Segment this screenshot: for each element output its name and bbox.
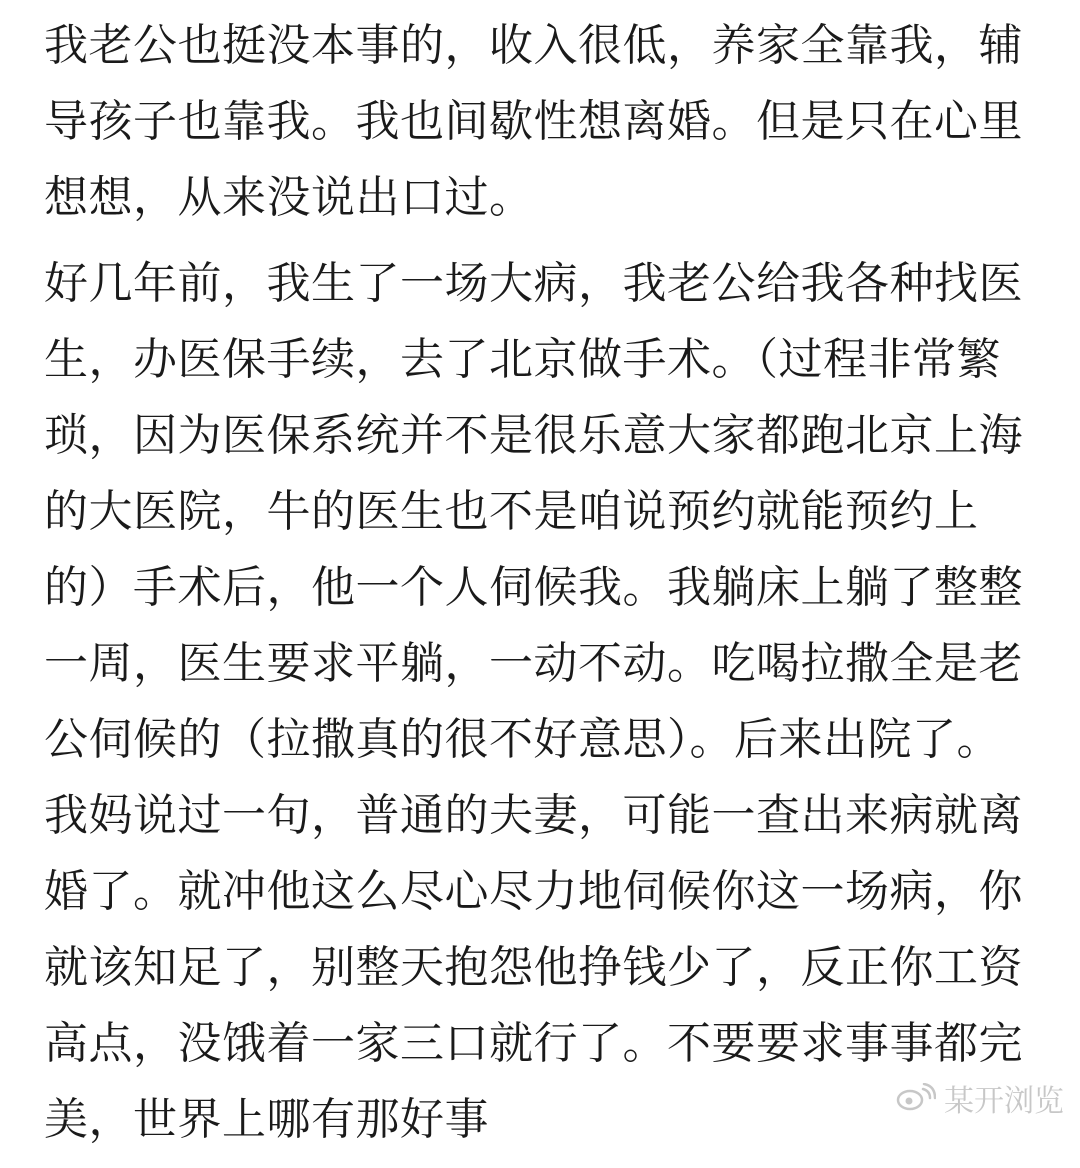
- text-line: 我妈说过一句，普通的夫妻，可能一查出来病就离: [44, 790, 1023, 841]
- text-line: 高点，没饿着一家三口就行了。不要要求事事都完: [44, 1018, 1023, 1069]
- text-line: 好几年前，我生了一场大病，我老公给我各种找医: [44, 258, 1023, 309]
- text-line: 就该知足了，别整天抱怨他挣钱少了，反正你工资: [44, 942, 1023, 993]
- text-line: 的大医院，牛的医生也不是咱说预约就能预约上: [44, 486, 979, 537]
- paragraph-1: [44, 8, 1034, 236]
- paragraph-2: [44, 246, 1034, 1158]
- text-line: 琐，因为医保系统并不是很乐意大家都跑北京上海: [44, 410, 1023, 461]
- watermark-text: 某开浏览: [944, 1084, 1064, 1119]
- text-line: 的）手术后，他一个人伺候我。我躺床上躺了整整: [44, 562, 1023, 613]
- text-line: 公伺候的（拉撒真的很不好意思）。后来出院了。: [44, 714, 1001, 765]
- text-line: 生，办医保手续，去了北京做手术。（过程非常繁: [44, 334, 1001, 385]
- weibo-eye-icon: [896, 1083, 936, 1113]
- text-line: 导孩子也靠我。我也间歇性想离婚。但是只在心里: [44, 96, 1023, 147]
- post-body: [44, 8, 1034, 1168]
- watermark: [896, 1076, 1064, 1120]
- text-line: 婚了。就冲他这么尽心尽力地伺候你这一场病，你: [44, 866, 1023, 917]
- text-line: 想想，从来没说出口过。: [44, 172, 534, 223]
- text-line-cut: 美，世界上哪有那好事: [44, 1094, 489, 1145]
- text-line: 一周，医生要求平躺，一动不动。吃喝拉撒全是老: [44, 638, 1023, 689]
- text-line: 我老公也挺没本事的，收入很低，养家全靠我，辅: [44, 20, 1023, 71]
